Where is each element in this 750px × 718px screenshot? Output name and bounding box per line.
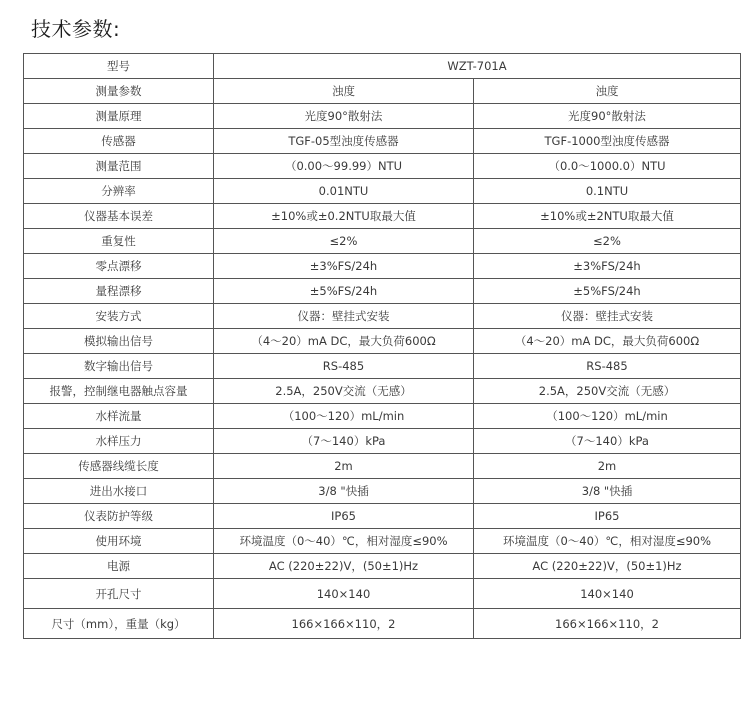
row-label: 分辨率 bbox=[24, 179, 214, 204]
value-col-b: 3/8 "快插 bbox=[474, 479, 741, 504]
row-label: 报警，控制继电器触点容量 bbox=[24, 379, 214, 404]
value-col-a: IP65 bbox=[214, 504, 474, 529]
value-col-a: 浊度 bbox=[214, 79, 474, 104]
value-col-a: 仪器：壁挂式安装 bbox=[214, 304, 474, 329]
table-row bbox=[24, 129, 741, 154]
table-row bbox=[24, 504, 741, 529]
table-row bbox=[24, 104, 741, 129]
value-col-a: 环境温度（0～40）℃，相对湿度≤90% bbox=[214, 529, 474, 554]
table-row bbox=[24, 329, 741, 354]
table-row bbox=[24, 254, 741, 279]
table-row bbox=[24, 354, 741, 379]
value-col-a: TGF-05型浊度传感器 bbox=[214, 129, 474, 154]
value-col-a: 2.5A，250V交流（无感） bbox=[214, 379, 474, 404]
table-row bbox=[24, 179, 741, 204]
page-title: 技术参数: bbox=[31, 17, 121, 41]
value-col-b: 仪器：壁挂式安装 bbox=[474, 304, 741, 329]
row-label: 进出水接口 bbox=[24, 479, 214, 504]
row-label: 安装方式 bbox=[24, 304, 214, 329]
table-row bbox=[24, 479, 741, 504]
value-col-b: 光度90°散射法 bbox=[474, 104, 741, 129]
table-row-model bbox=[24, 54, 741, 79]
value-col-a: 140×140 bbox=[214, 579, 474, 609]
row-label: 仪器基本误差 bbox=[24, 204, 214, 229]
model-value: WZT-701A bbox=[214, 54, 741, 79]
row-label: 零点漂移 bbox=[24, 254, 214, 279]
table-row bbox=[24, 404, 741, 429]
row-label: 数字输出信号 bbox=[24, 354, 214, 379]
value-col-b: IP65 bbox=[474, 504, 741, 529]
row-label: 重复性 bbox=[24, 229, 214, 254]
value-col-b: 2.5A，250V交流（无感） bbox=[474, 379, 741, 404]
table-row bbox=[24, 429, 741, 454]
value-col-a: （4～20）mA DC，最大负荷600Ω bbox=[214, 329, 474, 354]
value-col-a: RS-485 bbox=[214, 354, 474, 379]
table-row bbox=[24, 229, 741, 254]
value-col-a: ≤2% bbox=[214, 229, 474, 254]
value-col-a: 3/8 "快插 bbox=[214, 479, 474, 504]
row-label: 传感器线缆长度 bbox=[24, 454, 214, 479]
row-label: 仪表防护等级 bbox=[24, 504, 214, 529]
value-col-b: 浊度 bbox=[474, 79, 741, 104]
value-col-a: AC (220±22)V，(50±1)Hz bbox=[214, 554, 474, 579]
row-label: 测量范围 bbox=[24, 154, 214, 179]
value-col-b: RS-485 bbox=[474, 354, 741, 379]
value-col-b: ±5%FS/24h bbox=[474, 279, 741, 304]
table-row bbox=[24, 379, 741, 404]
table-row bbox=[24, 304, 741, 329]
value-col-a: 0.01NTU bbox=[214, 179, 474, 204]
value-col-b: 2m bbox=[474, 454, 741, 479]
row-label: 水样流量 bbox=[24, 404, 214, 429]
table-row bbox=[24, 79, 741, 104]
table-row bbox=[24, 579, 741, 609]
row-label: 传感器 bbox=[24, 129, 214, 154]
value-col-a: （0.00～99.99）NTU bbox=[214, 154, 474, 179]
table-row bbox=[24, 204, 741, 229]
value-col-a: ±10%或±0.2NTU取最大值 bbox=[214, 204, 474, 229]
value-col-b: ±10%或±2NTU取最大值 bbox=[474, 204, 741, 229]
value-col-b: TGF-1000型浊度传感器 bbox=[474, 129, 741, 154]
value-col-a: ±5%FS/24h bbox=[214, 279, 474, 304]
table-row bbox=[24, 609, 741, 639]
row-label: 模拟输出信号 bbox=[24, 329, 214, 354]
value-col-b: 140×140 bbox=[474, 579, 741, 609]
table-row bbox=[24, 154, 741, 179]
table-row bbox=[24, 529, 741, 554]
row-label: 量程漂移 bbox=[24, 279, 214, 304]
value-col-b: （100～120）mL/min bbox=[474, 404, 741, 429]
row-label: 型号 bbox=[24, 54, 214, 79]
row-label: 电源 bbox=[24, 554, 214, 579]
value-col-b: 环境温度（0～40）℃，相对湿度≤90% bbox=[474, 529, 741, 554]
value-col-b: ≤2% bbox=[474, 229, 741, 254]
value-col-a: （7～140）kPa bbox=[214, 429, 474, 454]
row-label: 测量参数 bbox=[24, 79, 214, 104]
table-row bbox=[24, 554, 741, 579]
value-col-a: 2m bbox=[214, 454, 474, 479]
value-col-a: 光度90°散射法 bbox=[214, 104, 474, 129]
value-col-b: ±3%FS/24h bbox=[474, 254, 741, 279]
value-col-a: ±3%FS/24h bbox=[214, 254, 474, 279]
value-col-a: （100～120）mL/min bbox=[214, 404, 474, 429]
table-row bbox=[24, 454, 741, 479]
value-col-a: 166×166×110，2 bbox=[214, 609, 474, 639]
value-col-b: （4～20）mA DC，最大负荷600Ω bbox=[474, 329, 741, 354]
row-label: 测量原理 bbox=[24, 104, 214, 129]
row-label: 使用环境 bbox=[24, 529, 214, 554]
value-col-b: （0.0～1000.0）NTU bbox=[474, 154, 741, 179]
table-row bbox=[24, 279, 741, 304]
row-label: 开孔尺寸 bbox=[24, 579, 214, 609]
spec-table bbox=[23, 53, 741, 639]
value-col-b: 0.1NTU bbox=[474, 179, 741, 204]
row-label: 水样压力 bbox=[24, 429, 214, 454]
value-col-b: 166×166×110，2 bbox=[474, 609, 741, 639]
value-col-b: AC (220±22)V，(50±1)Hz bbox=[474, 554, 741, 579]
value-col-b: （7～140）kPa bbox=[474, 429, 741, 454]
row-label: 尺寸（mm），重量（kg） bbox=[24, 609, 214, 639]
